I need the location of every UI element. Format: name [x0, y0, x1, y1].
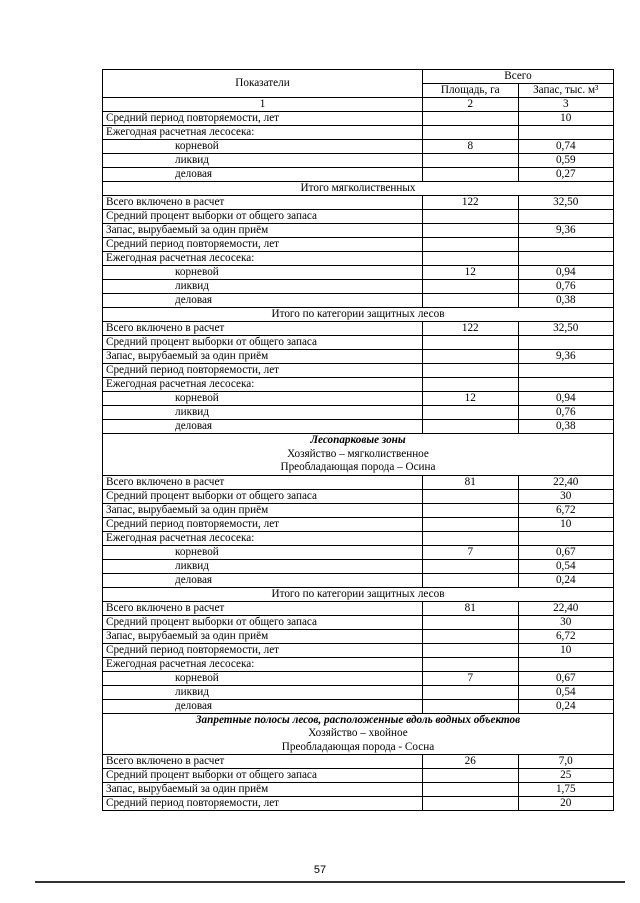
- column-number-row: [103, 98, 614, 112]
- section-header: [103, 713, 614, 755]
- row-label: Всего включено в расчет: [103, 196, 423, 210]
- subtotal-label: Итого по категории защитных лесов: [103, 308, 614, 322]
- row-label: ликвид: [103, 154, 423, 168]
- row-label: Средний процент выборки от общего запаса: [103, 210, 423, 224]
- table-row: [103, 126, 614, 140]
- row-stock: 0,59: [518, 154, 614, 168]
- row-stock: [518, 531, 614, 545]
- row-area: [423, 685, 519, 699]
- row-label: Средний процент выборки от общего запаса: [103, 489, 423, 503]
- row-label: Всего включено в расчет: [103, 475, 423, 489]
- row-label: корневой: [103, 671, 423, 685]
- row-area: [423, 559, 519, 573]
- row-area: [423, 573, 519, 587]
- row-label: деловая: [103, 420, 423, 434]
- row-label: Средний процент выборки от общего запаса: [103, 769, 423, 783]
- table-row: [103, 629, 614, 643]
- row-area: [423, 643, 519, 657]
- row-area: [423, 420, 519, 434]
- table-row: [103, 112, 614, 126]
- row-area: [423, 406, 519, 420]
- table-row: [103, 545, 614, 559]
- header-stock: Запас, тыс. м³: [518, 84, 614, 98]
- row-area: 12: [423, 392, 519, 406]
- row-label: Запас, вырубаемый за один приём: [103, 350, 423, 364]
- table-row: [103, 797, 614, 811]
- row-label: деловая: [103, 699, 423, 713]
- row-label: Всего включено в расчет: [103, 322, 423, 336]
- row-stock: 0,76: [518, 406, 614, 420]
- page-number: 57: [313, 864, 327, 876]
- row-label: ликвид: [103, 280, 423, 294]
- table-row: [103, 266, 614, 280]
- table-row: [103, 503, 614, 517]
- row-label: деловая: [103, 294, 423, 308]
- row-stock: 22,40: [518, 475, 614, 489]
- section-title: Лесопарковые зоны: [310, 434, 406, 446]
- row-label: Средний период повторяемости, лет: [103, 112, 423, 126]
- row-area: 12: [423, 266, 519, 280]
- table-row: [103, 755, 614, 769]
- row-stock: 30: [518, 489, 614, 503]
- row-area: [423, 210, 519, 224]
- row-area: [423, 364, 519, 378]
- row-area: 26: [423, 755, 519, 769]
- row-label: корневой: [103, 140, 423, 154]
- row-area: [423, 112, 519, 126]
- table-row: [103, 559, 614, 573]
- row-label: деловая: [103, 168, 423, 182]
- row-area: [423, 168, 519, 182]
- table-row: [103, 154, 614, 168]
- row-label: Запас, вырубаемый за один приём: [103, 503, 423, 517]
- row-stock: 0,94: [518, 392, 614, 406]
- table-row: [103, 406, 614, 420]
- row-area: 7: [423, 545, 519, 559]
- row-area: [423, 252, 519, 266]
- row-label: Ежегодная расчетная лесосека:: [103, 378, 423, 392]
- section-title: Запретные полосы лесов, расположенные вдоль водных объектов: [195, 713, 521, 726]
- table-row: [103, 420, 614, 434]
- table-row: [103, 573, 614, 587]
- row-label: Всего включено в расчет: [103, 755, 423, 769]
- table-row: [103, 392, 614, 406]
- row-area: [423, 350, 519, 364]
- row-area: [423, 154, 519, 168]
- row-area: [423, 769, 519, 783]
- row-label: корневой: [103, 392, 423, 406]
- section-species: Преобладающая порода - Сосна: [281, 740, 435, 753]
- section-header-row: [103, 713, 614, 755]
- row-stock: 32,50: [518, 322, 614, 336]
- table-row: [103, 601, 614, 615]
- row-stock: 0,54: [518, 685, 614, 699]
- row-area: [423, 489, 519, 503]
- header-row: [103, 70, 614, 84]
- subtotal-row: [103, 182, 614, 196]
- section-management: Хозяйство – мягколиственное: [287, 447, 429, 460]
- row-stock: 10: [518, 643, 614, 657]
- row-label: Всего включено в расчет: [103, 601, 423, 615]
- row-area: [423, 503, 519, 517]
- row-label: Средний период повторяемости, лет: [103, 643, 423, 657]
- row-stock: 0,27: [518, 168, 614, 182]
- row-stock: 10: [518, 517, 614, 531]
- row-label: Средний процент выборки от общего запаса: [103, 336, 423, 350]
- table-row: [103, 140, 614, 154]
- table-row: [103, 531, 614, 545]
- row-label: Ежегодная расчетная лесосека:: [103, 126, 423, 140]
- row-stock: 20: [518, 797, 614, 811]
- row-area: [423, 615, 519, 629]
- table-row: [103, 517, 614, 531]
- row-area: [423, 280, 519, 294]
- row-area: 122: [423, 196, 519, 210]
- table-row: [103, 783, 614, 797]
- row-label: Запас, вырубаемый за один приём: [103, 224, 423, 238]
- row-area: [423, 629, 519, 643]
- row-stock: 32,50: [518, 196, 614, 210]
- row-area: 122: [423, 322, 519, 336]
- table-row: [103, 475, 614, 489]
- table-row: [103, 489, 614, 503]
- column-number-2: 2: [423, 98, 519, 112]
- row-area: 81: [423, 475, 519, 489]
- row-stock: [518, 364, 614, 378]
- row-label: ликвид: [103, 685, 423, 699]
- row-label: Средний процент выборки от общего запаса: [103, 615, 423, 629]
- row-stock: 0,76: [518, 280, 614, 294]
- row-stock: 25: [518, 769, 614, 783]
- table-row: [103, 210, 614, 224]
- row-label: Запас, вырубаемый за один приём: [103, 629, 423, 643]
- row-stock: [518, 210, 614, 224]
- table-row: [103, 224, 614, 238]
- row-label: Запас, вырубаемый за один приём: [103, 783, 423, 797]
- row-stock: 0,38: [518, 294, 614, 308]
- row-area: [423, 378, 519, 392]
- table-row: [103, 685, 614, 699]
- row-area: [423, 517, 519, 531]
- table-row: [103, 238, 614, 252]
- row-label: корневой: [103, 545, 423, 559]
- table-row: [103, 350, 614, 364]
- table-row: [103, 280, 614, 294]
- column-number-1: 1: [103, 98, 423, 112]
- row-stock: 0,94: [518, 266, 614, 280]
- row-label: Ежегодная расчетная лесосека:: [103, 252, 423, 266]
- row-label: корневой: [103, 266, 423, 280]
- row-stock: 30: [518, 615, 614, 629]
- footer-divider: [35, 881, 625, 883]
- table-row: [103, 769, 614, 783]
- table-row: [103, 615, 614, 629]
- row-stock: [518, 238, 614, 252]
- table-row: [103, 196, 614, 210]
- table-row: [103, 671, 614, 685]
- row-stock: [518, 252, 614, 266]
- row-label: деловая: [103, 573, 423, 587]
- column-number-3: 3: [518, 98, 614, 112]
- subtotal-label: Итого мягколиственных: [103, 182, 614, 196]
- row-stock: 0,74: [518, 140, 614, 154]
- row-area: [423, 336, 519, 350]
- row-stock: [518, 336, 614, 350]
- row-stock: 9,36: [518, 224, 614, 238]
- table-row: [103, 643, 614, 657]
- row-stock: 1,75: [518, 783, 614, 797]
- subtotal-row: [103, 308, 614, 322]
- table-row: [103, 322, 614, 336]
- section-header-row: [103, 434, 614, 476]
- section-header: [103, 434, 614, 476]
- table-row: [103, 294, 614, 308]
- table-row: [103, 168, 614, 182]
- row-stock: 22,40: [518, 601, 614, 615]
- row-stock: 0,67: [518, 671, 614, 685]
- row-area: [423, 126, 519, 140]
- section-species: Преобладающая порода – Осина: [280, 461, 436, 473]
- row-label: ликвид: [103, 559, 423, 573]
- row-area: [423, 238, 519, 252]
- table-row: [103, 336, 614, 350]
- row-area: [423, 224, 519, 238]
- row-stock: 0,24: [518, 699, 614, 713]
- row-stock: 10: [518, 112, 614, 126]
- section-management: Хозяйство – хвойное: [308, 727, 408, 739]
- table-row: [103, 364, 614, 378]
- row-stock: 9,36: [518, 350, 614, 364]
- row-stock: [518, 126, 614, 140]
- row-stock: 0,67: [518, 545, 614, 559]
- subtotal-label: Итого по категории защитных лесов: [103, 587, 614, 601]
- row-stock: 6,72: [518, 629, 614, 643]
- row-area: 7: [423, 671, 519, 685]
- header-indicators: Показатели: [103, 70, 423, 98]
- row-label: Средний период повторяемости, лет: [103, 238, 423, 252]
- table-row: [103, 657, 614, 671]
- row-area: [423, 531, 519, 545]
- subtotal-row: [103, 587, 614, 601]
- forest-harvest-table: [102, 69, 614, 811]
- row-area: [423, 783, 519, 797]
- table-row: [103, 252, 614, 266]
- row-area: 81: [423, 601, 519, 615]
- row-stock: [518, 657, 614, 671]
- row-label: ликвид: [103, 406, 423, 420]
- row-label: Средний период повторяемости, лет: [103, 517, 423, 531]
- row-area: [423, 657, 519, 671]
- header-area: Площадь, га: [423, 84, 519, 98]
- row-stock: 0,24: [518, 573, 614, 587]
- row-stock: 0,38: [518, 420, 614, 434]
- row-area: [423, 797, 519, 811]
- table-row: [103, 699, 614, 713]
- row-area: [423, 294, 519, 308]
- header-total: Всего: [423, 70, 614, 84]
- row-area: [423, 699, 519, 713]
- row-area: 8: [423, 140, 519, 154]
- table-row: [103, 378, 614, 392]
- row-label: Ежегодная расчетная лесосека:: [103, 531, 423, 545]
- row-label: Средний период повторяемости, лет: [103, 797, 423, 811]
- row-stock: 7,0: [518, 755, 614, 769]
- row-stock: 0,54: [518, 559, 614, 573]
- row-stock: 6,72: [518, 503, 614, 517]
- row-label: Ежегодная расчетная лесосека:: [103, 657, 423, 671]
- row-label: Средний период повторяемости, лет: [103, 364, 423, 378]
- row-stock: [518, 378, 614, 392]
